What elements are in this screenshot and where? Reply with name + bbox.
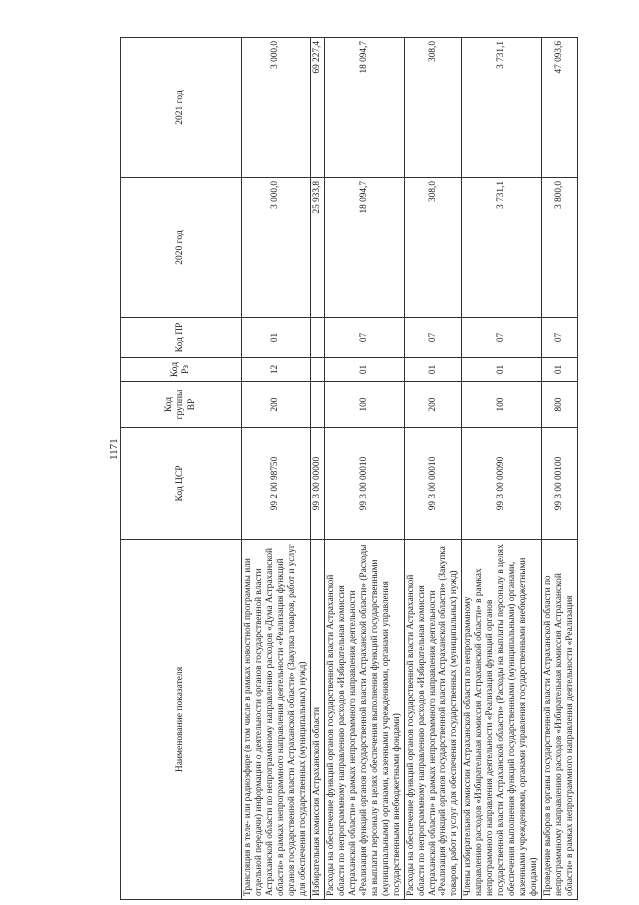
budget-table (120, 37, 578, 900)
row-csr: 99 3 00 00010 (404, 428, 462, 540)
row-name: Расходы на обеспечение функций органов государственной власти Астраханской области по непрограммному направлению расходов «Избирательная комиссия Астраханской области» в рамках непрограммного направления деятельности «Реализация функций органов государственной власти Астраханской области» (Расходы на выплаты персоналу в целях обеспечения выполнения функций государственными (муниципальными) органами, казенными учреждениями, органами управления государственными внебюджетными фондами) (324, 540, 404, 900)
row-name: Проведение выборов в органы государственной власти Астраханской области по непрограммному направлению расходов «Избирательная комиссия Астраханской области» в рамках непрограммного направления деятельности «Реализация (542, 540, 578, 900)
header-2020: 2020 год (121, 178, 242, 318)
row-2020: 25 933,8 (310, 178, 324, 318)
row-name: Члены избирательной комиссии Астраханской области по непрограммному направлению расходов «Избирательная комиссия Астраханской области» в рамках непрограммного направления деятельности «Реализация функций органов государственной власти Астраханской области» (Расходы на выплаты персоналу в целях обеспечения выполнения функций государственными (муниципальными) органами, казенными учреждениями, органами управления государственными внебюджетными фондами) (462, 540, 542, 900)
row-csr: 99 3 00 00000 (310, 428, 324, 540)
table-row (310, 38, 324, 900)
header-name: Наименование показателя (121, 540, 242, 900)
page-number: 1171 (108, 438, 120, 460)
row-2020: 3 731,1 (462, 178, 542, 318)
row-vr (310, 382, 324, 428)
header-2021: 2021 год (121, 38, 242, 178)
row-vr: 200 (404, 382, 462, 428)
header-vr: Код группы ВР (121, 382, 242, 428)
header-csr: Код ЦСР (121, 428, 242, 540)
row-pr: 07 (324, 318, 404, 358)
row-rz (310, 358, 324, 382)
row-pr: 01 (242, 318, 311, 358)
row-pr: 07 (462, 318, 542, 358)
row-pr (310, 318, 324, 358)
table-row (242, 38, 311, 900)
row-name: Избирательная комиссия Астраханской области (310, 540, 324, 900)
row-vr: 100 (462, 382, 542, 428)
row-rz: 01 (404, 358, 462, 382)
table-row (404, 38, 462, 900)
table-row (462, 38, 542, 900)
row-rz: 12 (242, 358, 311, 382)
table-row (542, 38, 578, 900)
row-2021: 18 094,7 (324, 38, 404, 178)
row-rz: 01 (324, 358, 404, 382)
row-2021: 69 227,4 (310, 38, 324, 178)
row-csr: 99 3 00 00100 (542, 428, 578, 540)
row-vr: 800 (542, 382, 578, 428)
table-header-row (121, 38, 242, 900)
row-name: Расходы на обеспечение функций органов государственной власти Астраханской области по непрограммному направлению расходов «Избирательная комиссия Астраханской области» в рамках непрограммного направления деятельности «Реализация функций органов государственной власти Астраханской области» (Закупка товаров, работ и услуг для обеспечения государственных (муниципальных) нужд) (404, 540, 462, 900)
row-pr: 07 (404, 318, 462, 358)
row-2020: 18 094,7 (324, 178, 404, 318)
row-csr: 99 2 00 98750 (242, 428, 311, 540)
row-pr: 07 (542, 318, 578, 358)
header-pr: Код ПР (121, 318, 242, 358)
row-2021: 47 093,6 (542, 38, 578, 178)
rotated-table-sheet (120, 38, 639, 900)
header-rz: Код Рз (121, 358, 242, 382)
row-2021: 3 000,0 (242, 38, 311, 178)
row-2021: 308,0 (404, 38, 462, 178)
row-2020: 3 000,0 (242, 178, 311, 318)
row-csr: 99 3 00 00010 (324, 428, 404, 540)
row-name: Трансляция в теле- или радиоэфире (в том числе в рамках новостной программы или отдельной передачи) информации о деятельности органов государственной власти Астраханской области по непрограммному направлению расходов «Дума Астраханской области» в рамках непрограммного направления деятельности «Реализация функций органов государственной власти Астраханской области» (Закупка товаров, работ и услуг для обеспечения государственных (муниципальных) нужд) (242, 540, 311, 900)
row-rz: 01 (542, 358, 578, 382)
row-vr: 100 (324, 382, 404, 428)
table-row (324, 38, 404, 900)
row-vr: 200 (242, 382, 311, 428)
row-2020: 308,0 (404, 178, 462, 318)
row-2021: 3 731,1 (462, 38, 542, 178)
row-rz: 01 (462, 358, 542, 382)
row-2020: 3 800,0 (542, 178, 578, 318)
row-csr: 99 3 00 00090 (462, 428, 542, 540)
